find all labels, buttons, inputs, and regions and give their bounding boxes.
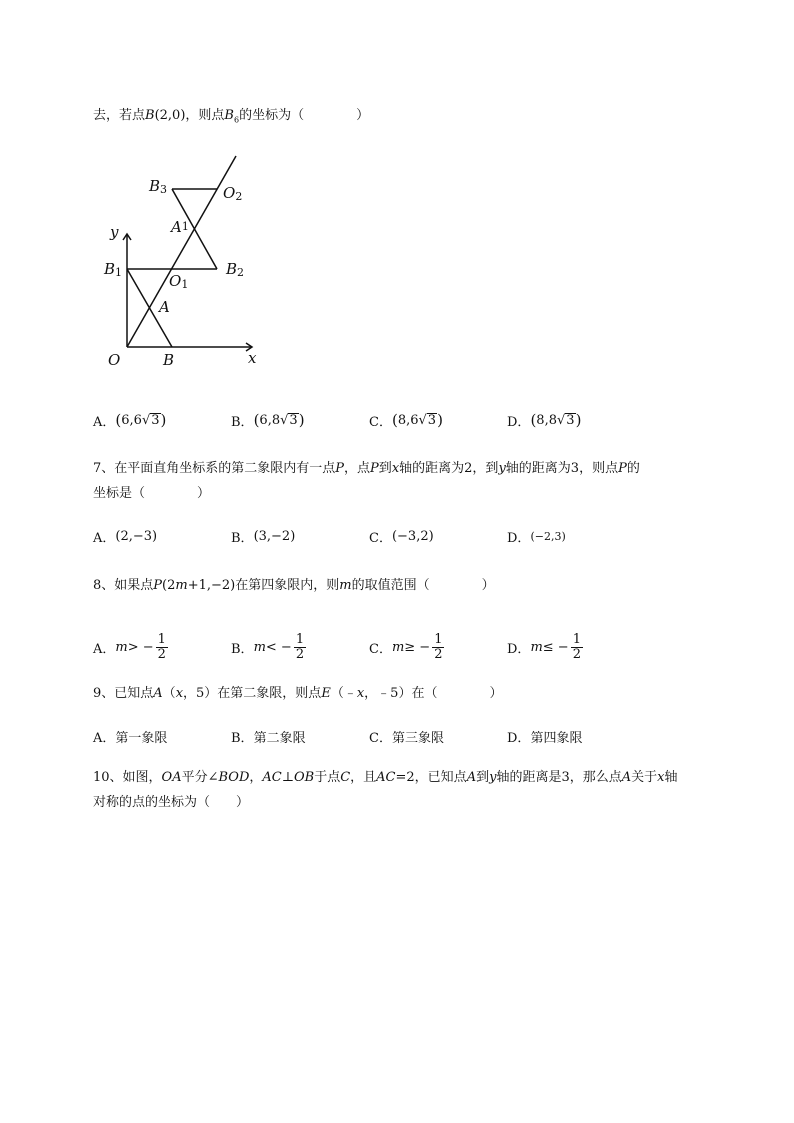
q8-stem: 8、如果点P(2m+1,−2)在第四象限内，则m的取值范围（ ） bbox=[93, 578, 495, 593]
label-a: A bbox=[159, 298, 170, 316]
label-b2: B2 bbox=[226, 260, 245, 279]
q7-option-c[interactable]: C． (−3,2) bbox=[369, 528, 434, 546]
q9-option-a[interactable]: A． 第一象限 bbox=[93, 730, 168, 746]
q6-text-line: 去，若点B(2,0)，则点$B_6$的坐标为（ ） bbox=[93, 108, 370, 125]
q6-option-d[interactable]: D． ( 8,8 √ 3 ) bbox=[507, 411, 582, 430]
q9-options bbox=[93, 724, 733, 748]
q8-option-d[interactable]: D． m ≤ − $\frac{1}{2}$ bbox=[507, 631, 581, 662]
q9-option-b[interactable]: B． 第二象限 bbox=[231, 730, 306, 746]
q10-stem-line1: 10、如图，OA平分∠BOD，AC⊥OB于点C，且AC=2，已知点A到y轴的距离是3，那么点A关于x轴 bbox=[93, 770, 678, 785]
q9-option-c[interactable]: C． 第三象限 bbox=[369, 730, 444, 746]
q10-stem-line2: 对称的点的坐标为（ ） bbox=[93, 795, 250, 810]
label-b: B bbox=[163, 351, 175, 369]
q8-options bbox=[93, 630, 733, 664]
q9-option-d[interactable]: D． 第四象限 bbox=[507, 730, 583, 746]
label-y: y bbox=[110, 223, 119, 241]
q6-option-c[interactable]: C． ( 8,6 √ 3 ) bbox=[369, 411, 443, 430]
label-o1: O1 bbox=[169, 272, 189, 291]
diagonal-line bbox=[127, 156, 236, 347]
q8-option-c[interactable]: C． m ≥ − $\frac{1}{2}$ bbox=[369, 631, 443, 662]
q6-geometry-figure bbox=[96, 148, 276, 382]
label-a1: A1 bbox=[171, 218, 189, 236]
q8-option-a[interactable]: A． m > − $\frac{1}{2}$ bbox=[93, 631, 166, 662]
q6-option-b[interactable]: B． ( 6,8 √ 3 ) bbox=[231, 411, 305, 430]
label-o: O bbox=[108, 351, 121, 369]
coordinate-diagram bbox=[96, 148, 276, 378]
label-b3: B3 bbox=[149, 177, 168, 196]
q7-option-b[interactable]: B． (3,−2) bbox=[231, 528, 296, 546]
q7-option-a[interactable]: A． (2,−3) bbox=[93, 528, 158, 546]
q8-option-b[interactable]: B． m < − $\frac{1}{2}$ bbox=[231, 631, 305, 662]
q6-options bbox=[93, 408, 733, 432]
q6-option-a[interactable]: A． ( 6,6 √ 3 ) bbox=[93, 411, 167, 430]
label-b1: B1 bbox=[104, 260, 123, 279]
q9-stem: 9、已知点A（x，5）在第二象限，则点E（﹣x，﹣5）在（ ） bbox=[93, 686, 503, 701]
q7-option-d[interactable]: D． (−2,3) bbox=[507, 529, 566, 546]
q7-stem-line1: 7、在平面直角坐标系的第二象限内有一点P，点P到x轴的距离为2，到y轴的距离为3，则点P的 bbox=[93, 461, 640, 476]
q7-options bbox=[93, 524, 733, 548]
label-x: x bbox=[248, 349, 257, 367]
label-o2: O2 bbox=[223, 184, 243, 203]
q7-stem-line2: 坐标是（ ） bbox=[93, 486, 211, 501]
